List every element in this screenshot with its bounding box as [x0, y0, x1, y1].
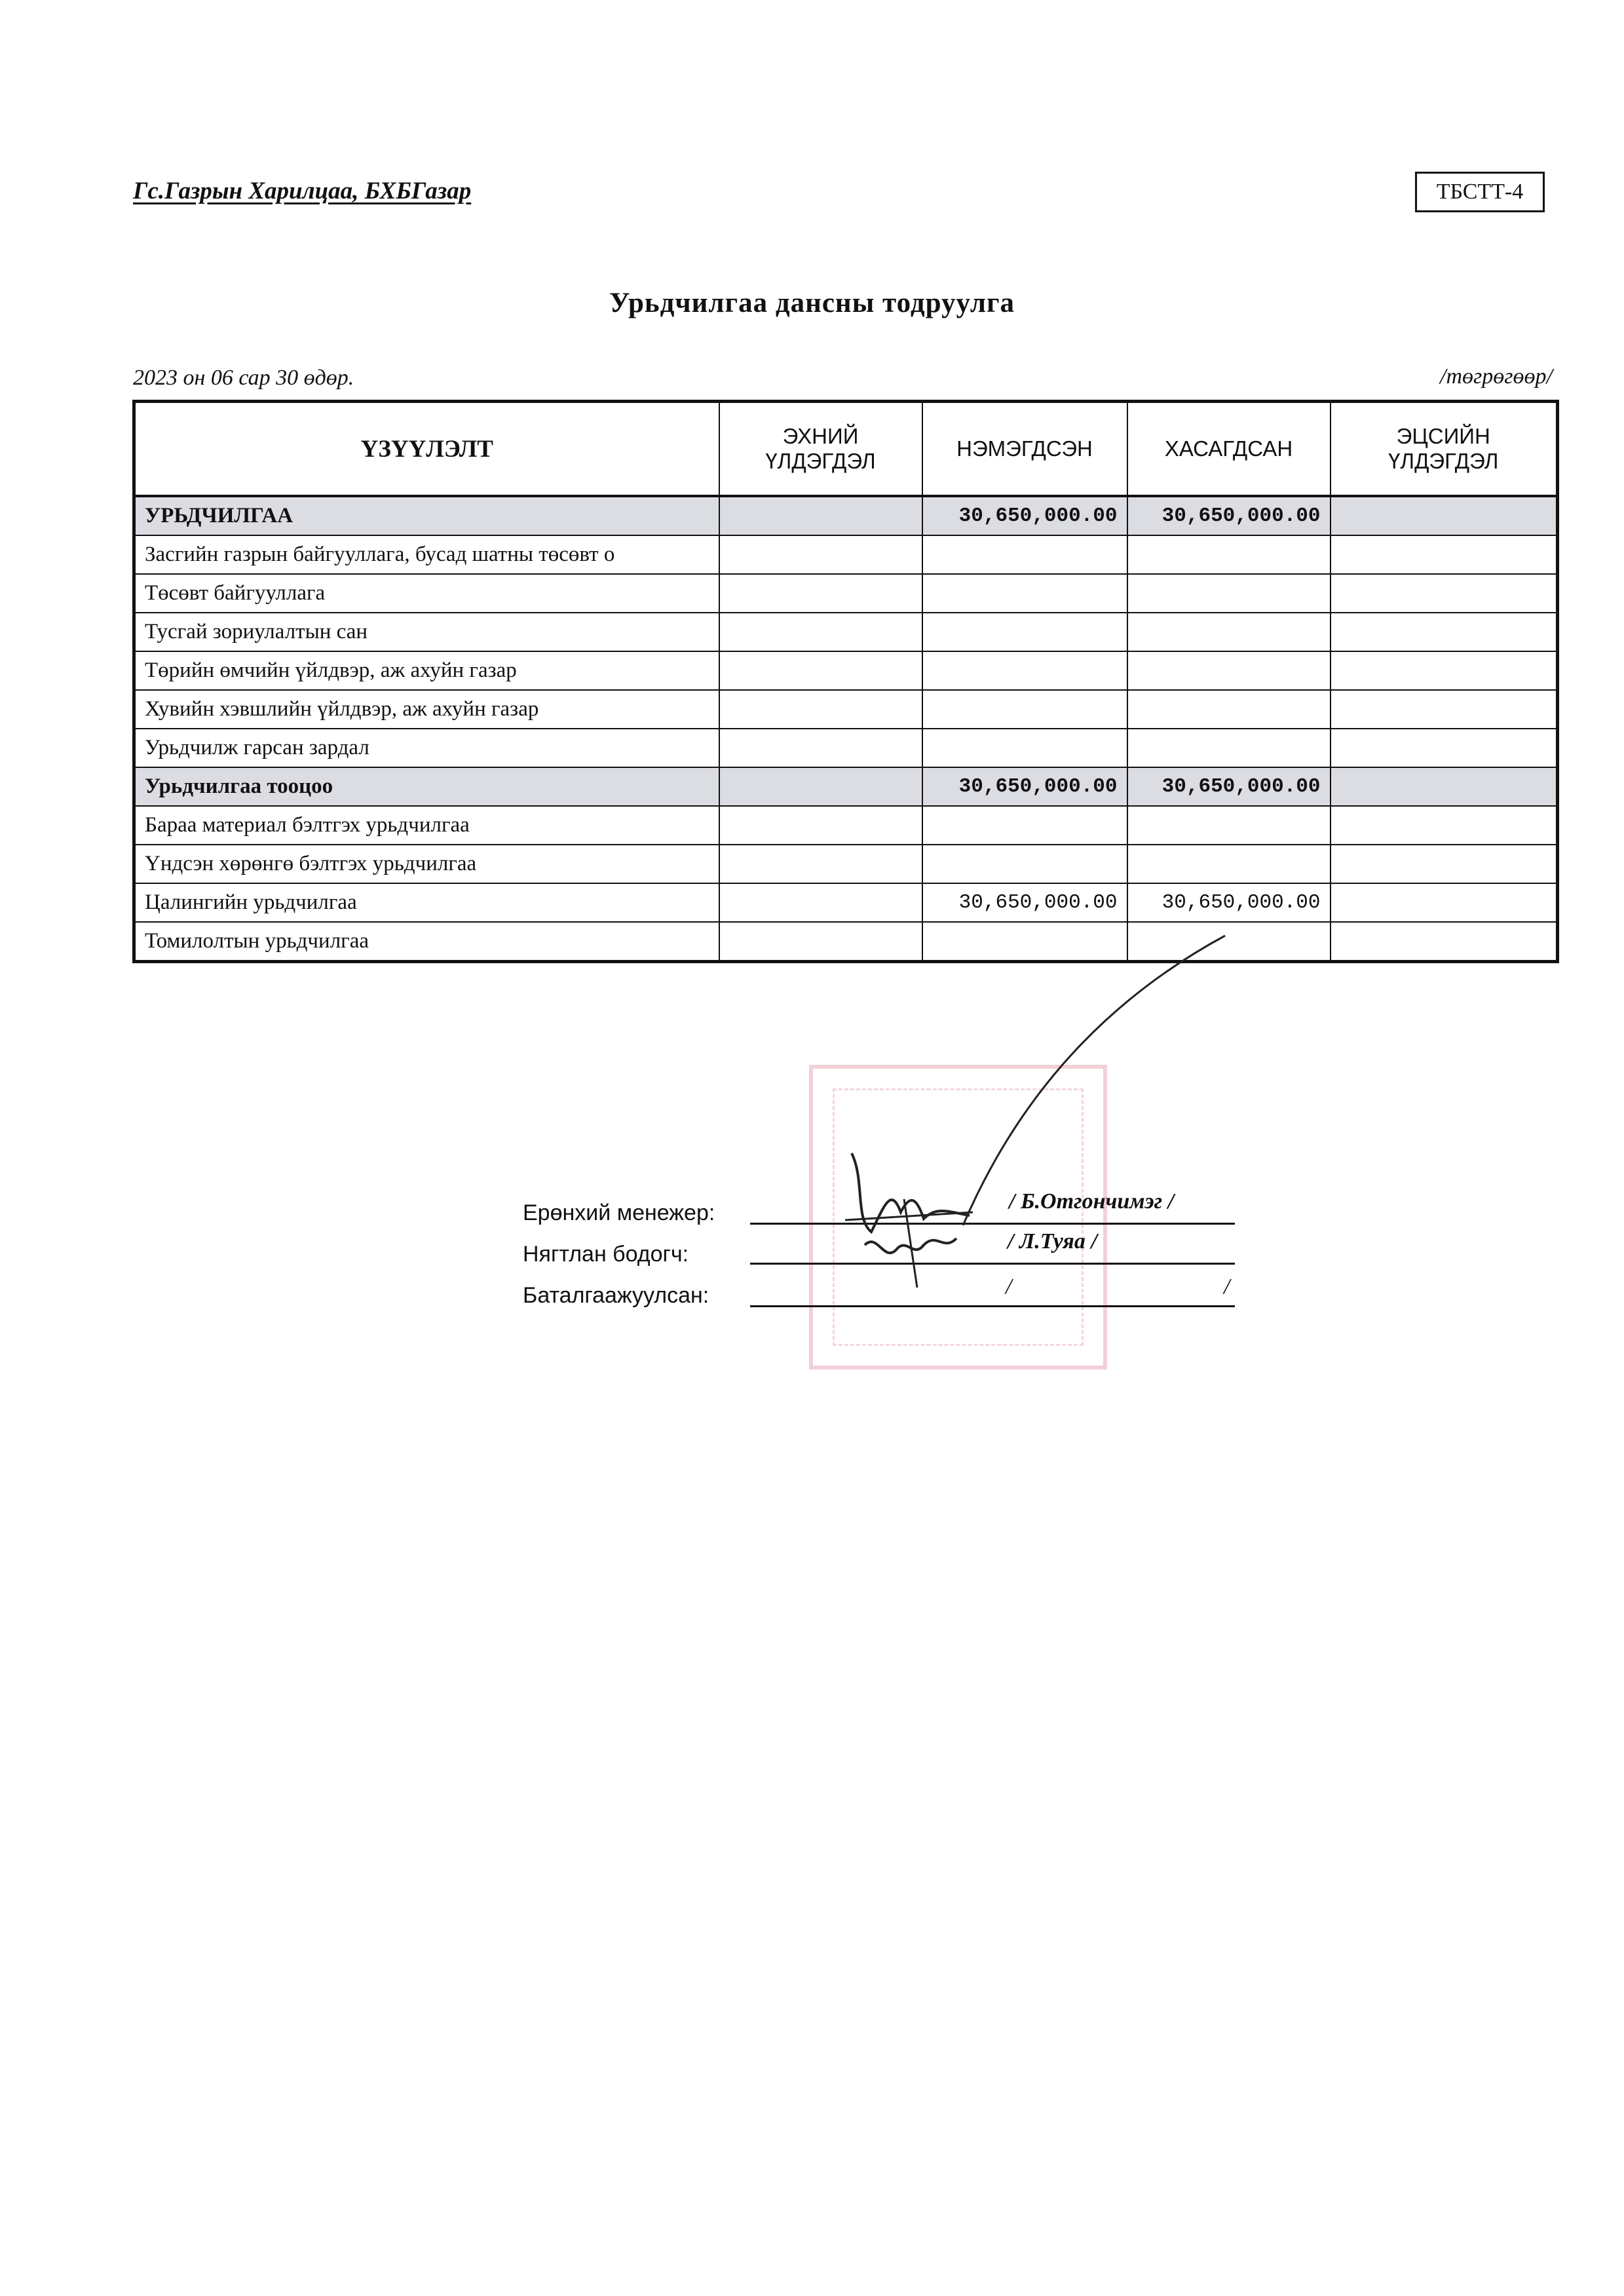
- row-label: УРЬДЧИЛГАА: [134, 496, 719, 535]
- general-manager-name: / Б.Отгончимэг /: [1009, 1189, 1175, 1214]
- row-added: 30,650,000.00: [922, 496, 1127, 535]
- row-deducted: 30,650,000.00: [1127, 883, 1331, 922]
- col-opening-line1: ЭХНИЙ: [782, 424, 859, 448]
- col-added: НЭМЭГДСЭН: [922, 402, 1127, 497]
- verified-open-slash: /: [1006, 1274, 1012, 1299]
- accountant-name: / Л.Туяа /: [1008, 1229, 1097, 1253]
- row-deducted: 30,650,000.00: [1127, 767, 1331, 806]
- verified-label: Баталгаажуулсан:: [523, 1283, 709, 1308]
- organization-name: Гс.Газрын Харилцаа, БХБГазар: [133, 178, 472, 204]
- col-closing-line1: ЭЦСИЙН: [1396, 424, 1490, 448]
- col-closing-line2: ҮЛДЭГДЭЛ: [1388, 449, 1499, 473]
- row-added: 30,650,000.00: [922, 767, 1127, 806]
- row-label: Цалингийн урьдчилгаа: [134, 883, 719, 922]
- currency-unit: /төгрөгөөр/: [1440, 364, 1553, 389]
- general-manager-label: Ерөнхий менежер:: [523, 1200, 715, 1225]
- row-label: Төрийн өмчийн үйлдвэр, аж ахуйн газар: [134, 651, 719, 690]
- row-label: Бараа материал бэлтгэх урьдчилгаа: [134, 806, 719, 845]
- row-label: Урьдчилгаа тооцоо: [134, 767, 719, 806]
- col-deducted: ХАСАГДСАН: [1127, 402, 1331, 497]
- row-label: Үндсэн хөрөнгө бэлтгэх урьдчилгаа: [134, 845, 719, 883]
- document-title: Урьдчилгаа дансны тодруулга: [609, 288, 1015, 318]
- row-label: Томилолтын урьдчилгаа: [134, 922, 719, 962]
- form-code-box: ТБСТТ-4: [1415, 172, 1545, 212]
- verified-close-slash: /: [1224, 1274, 1230, 1299]
- row-deducted: 30,650,000.00: [1127, 496, 1331, 535]
- col-indicator: ҮЗҮҮЛЭЛТ: [134, 402, 719, 497]
- report-date: 2023 он 06 сар 30 өдөр.: [133, 366, 354, 390]
- col-opening-line2: ҮЛДЭГДЭЛ: [765, 449, 876, 473]
- row-label: Төсөвт байгууллага: [134, 574, 719, 613]
- accountant-label: Нягтлан бодогч:: [523, 1242, 689, 1267]
- row-label: Тусгай зориулалтын сан: [134, 613, 719, 651]
- row-label: Засгийн газрын байгууллага, бусад шатны төсөвт о: [134, 535, 719, 574]
- row-added: 30,650,000.00: [922, 883, 1127, 922]
- row-label: Урьдчилж гарсан зардал: [134, 729, 719, 767]
- row-label: Хувийн хэвшлийн үйлдвэр, аж ахуйн газар: [134, 690, 719, 729]
